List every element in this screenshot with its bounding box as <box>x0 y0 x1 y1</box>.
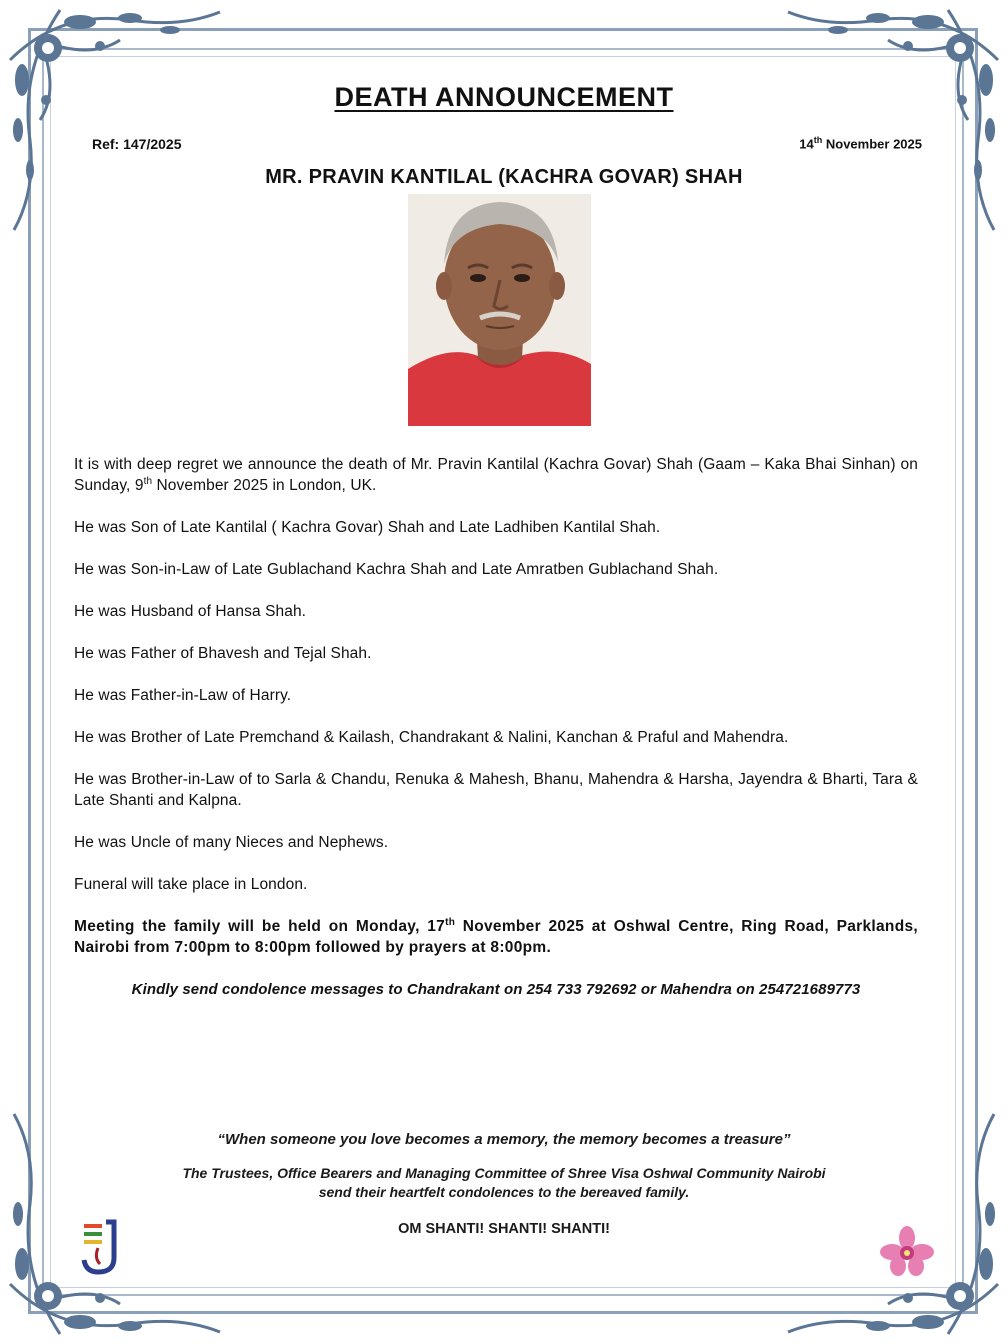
announcement-date: 14th November 2025 <box>799 135 922 152</box>
relatives-line: He was Uncle of many Nieces and Nephews. <box>74 834 389 851</box>
portrait-photo-icon <box>408 194 591 426</box>
spouse-line: He was Husband of Hansa Shah. <box>74 603 307 620</box>
siblings-in-law-line: He was Brother-in-Law of to Sarla & Chandu, Renuka & Mahesh, Bhanu, Mahendra & Harsha, Jayendra & Bharti, Tara & Late Shanti and Kalpna. <box>74 771 918 809</box>
son-in-law-line: He was Father-in-Law of Harry. <box>74 687 292 704</box>
page-title: DEATH ANNOUNCEMENT <box>334 82 674 112</box>
parents-line: He was Son of Late Kantilal ( Kachra Govar) Shah and Late Ladhiben Kantilal Shah. <box>74 519 661 536</box>
deceased-name: MR. PRAVIN KANTILAL (KACHRA GOVAR) SHAH <box>265 166 743 188</box>
announcement-body <box>74 454 918 1021</box>
community-logo-icon <box>80 1218 120 1276</box>
siblings-line: He was Brother of Late Premchand & Kailash, Chandrakant & Nalini, Kanchan & Praful and Mahendra. <box>74 729 789 746</box>
floral-corner-ornament-icon <box>758 0 1008 250</box>
orchid-flower-icon <box>880 1226 934 1276</box>
floral-corner-ornament-icon <box>0 0 250 250</box>
children-line: He was Father of Bhavesh and Tejal Shah. <box>74 645 372 662</box>
in-laws-line: He was Son-in-Law of Late Gublachand Kachra Shah and Late Amratben Gublachand Shah. <box>74 561 719 578</box>
meeting-details: Meeting the family will be held on Monday, 17th November 2025 at Oshwal Centre, Ring Road, Parklands, Nairobi from 7:00pm to 8:00pm followed by prayers at 8:00pm. <box>74 916 918 956</box>
om-shanti-text: OM SHANTI! SHANTI! SHANTI! <box>398 1221 610 1237</box>
reference-number: Ref: 147/2025 <box>92 136 182 152</box>
funeral-line: Funeral will take place in London. <box>74 876 308 893</box>
memorial-quote: “When someone you love becomes a memory, the memory becomes a treasure” <box>217 1131 791 1148</box>
trustees-message: The Trustees, Office Bearers and Managing Committee of Shree Visa Oshwal Community Nairobi send their heartfelt condolences to the bereaved family. <box>182 1165 826 1200</box>
death-statement: It is with deep regret we announce the death of Mr. Pravin Kantilal (Kachra Govar) Shah (Gaam – Kaka Bhai Sinhan) on Sunday, 9th November 2025 in London, UK. <box>74 456 918 494</box>
condolence-contacts: Kindly send condolence messages to Chandrakant on 254 733 792692 or Mahendra on 254721689773 <box>131 981 861 998</box>
